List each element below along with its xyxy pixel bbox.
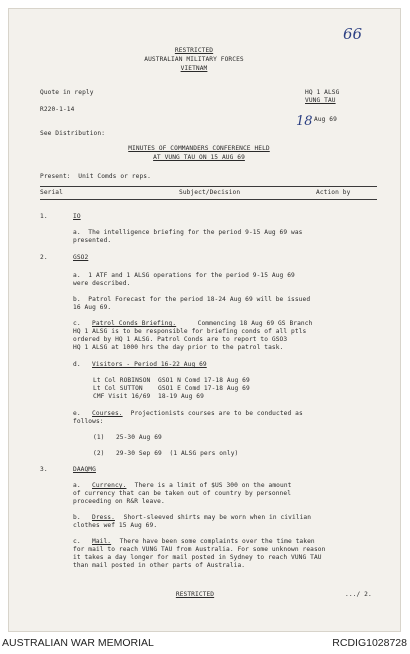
present-line: Present: Unit Comds or reps. [40,173,151,180]
distribution-label: See Distribution: [40,130,106,137]
col-subject: Subject/Decision [179,189,241,196]
s3-a-label: a. [73,482,81,489]
serial-3: 3. [40,466,48,473]
course-2: (2) 29-30 Sep 69 (1 ALSG pers only) [93,450,239,457]
s3-c-label: c. [73,538,81,545]
s3-a-line3: proceeding on R&R leave. [73,498,165,505]
s2-c-label: c. [73,320,81,327]
document-page [9,9,400,631]
s1-a-line2: presented. [73,237,112,244]
s2-e-line1: Projectionists courses are to be conducted as [123,410,303,417]
s3-a-line2: of currency that can be taken out of country by personnel [73,490,292,497]
title-line-2: AT VUNG TAU ON 15 AUG 69 [153,154,245,161]
s2-e-label: e. [73,410,81,417]
table-rule-bottom [40,199,377,200]
s2-a-line2: were described. [73,280,131,287]
s2-c-line3: ordered by HQ 1 ALSG. Patrol Conds are to report to GSO3 [73,336,288,343]
s3-b-line1: Short-sleeved shirts may be worn when in civilian [116,514,312,521]
s2-a-line1: a. 1 ATF and 1 ALSG operations for the period 9-15 Aug 69 [73,272,295,279]
col-serial: Serial [40,189,63,196]
s2-c-line2: HQ 1 ALSG is to be responsible for briefing conds of all ptls [73,328,307,335]
s3-c-line2: for mail to reach VUNG TAU from Australia. For some unknown reason [73,546,326,553]
date-suffix: Aug 69 [314,116,337,123]
classification-bottom: RESTRICTED [175,591,215,598]
col-action: Action by [316,189,351,196]
s2-b-line1: b. Patrol Forecast for the period 18-24 Aug 69 will be issued [73,296,311,303]
visitor-3: CMF Visit 16/69 18-19 Aug 69 [93,393,204,400]
org-line-2: VIETNAM [180,65,208,72]
handwritten-page-number: 66 [343,25,363,43]
s1-a-line1: a. The intelligence briefing for the period 9-15 Aug 69 was [73,229,303,236]
visitor-1: Lt Col ROBINSON GSO1 N Comd 17-18 Aug 69 [93,377,250,384]
serial-1: 1. [40,213,48,220]
s2-c-line4: HQ 1 ALSG at 1000 hrs the day prior to the patrol task. [73,344,284,351]
s2-c-heading: Patrol Conds Briefing. [92,320,177,327]
s3-a-line1: There is a limit of $US 300 on the amount [127,482,292,489]
s2-e-line2: follows: [73,418,104,425]
title-line-1: MINUTES OF COMMANDERS CONFERENCE HELD [128,145,270,152]
s2-d-heading: Visitors - Period 16-22 Aug 69 [92,361,207,368]
s3-b-line2: clothes wef 15 Aug 69. [73,522,158,529]
visitor-2: Lt Col SUTTON GSO1 E Comd 17-18 Aug 69 [93,385,250,392]
org-line-1: AUSTRALIAN MILITARY FORCES [144,56,244,63]
serial-2: 2. [40,254,48,261]
hq-line-1: HQ 1 ALSG [305,89,340,96]
continuation-marker: .../ 2. [345,591,372,598]
archive-id: RCDIG1028728 [332,637,407,649]
s2-d-label: d. [73,361,81,368]
quote-label: Quote in reply [40,89,94,96]
s3-c-line4: than mail posted in other parts of Australia. [73,562,246,569]
heading-io: IO [73,213,81,220]
course-1: (1) 25-30 Aug 69 [93,434,162,441]
s3-c-heading: Mail. [92,538,112,545]
table-rule-top [40,186,377,187]
s3-b-heading: Dress. [92,514,115,521]
hq-line-2: VUNG TAU [305,97,336,104]
handwritten-date: 18 [296,114,313,129]
s2-c-line1: Commencing 18 Aug 69 GS Branch [190,320,313,327]
s2-b-line2: 16 Aug 69. [73,304,112,311]
s3-c-line3: it takes a day longer for mail posted in Sydney to reach VUNG TAU [73,554,322,561]
heading-daaqmg: DAAQMG [73,466,96,473]
heading-gso2: GSO2 [73,254,89,261]
archive-name: AUSTRALIAN WAR MEMORIAL [2,637,154,649]
file-reference: R220-1-14 [40,106,75,113]
s3-c-line1: There have been some complaints over the time taken [112,538,315,545]
s3-b-label: b. [73,514,81,521]
s3-a-heading: Currency. [92,482,127,489]
s2-e-heading: Courses. [92,410,123,417]
archive-footer [0,632,410,654]
classification-top: RESTRICTED [174,47,214,54]
